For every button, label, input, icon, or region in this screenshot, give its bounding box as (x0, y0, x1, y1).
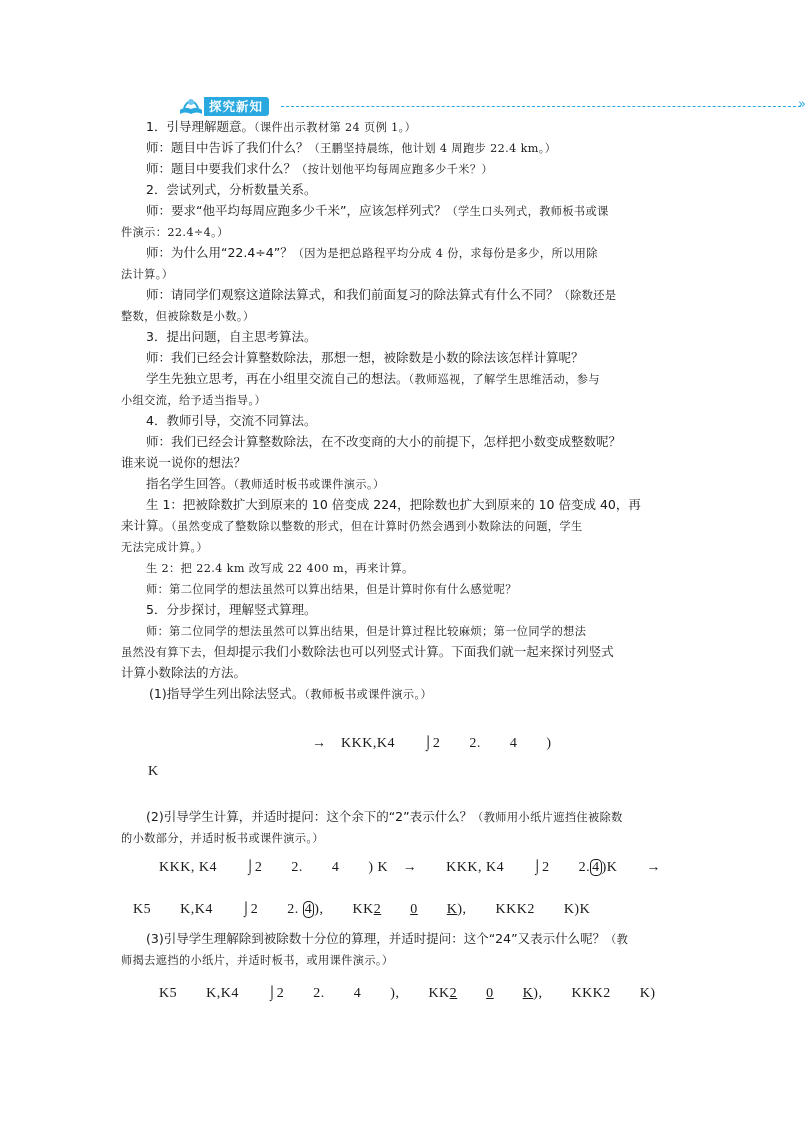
text-line: 师：为什么用“22.4÷4”？（因为是把总路程平均分成 4 份，求每份是多少，所以用除 (146, 245, 598, 260)
text-line: 师揭去遮挡的小纸片，并适时板书，或用课件演示。） (121, 954, 394, 967)
text-line: 生 2：把 22.4 km 改写成 22 400 m，再来计算。 (146, 562, 414, 575)
text-line: (3)引导学生理解除到被除数十分位的算理，并适时提问：这个“24”又表示什么呢？（教 (146, 931, 629, 946)
formula-line: K5 K,K4 ⌡2 2. 4 ), KK2 0 K), KKK2 K)K (133, 902, 591, 917)
formula-line: K (148, 764, 159, 779)
text-line: 生 1：把被除数扩大到原来的 10 倍变成 224，把除数也扩大到原来的 10 倍变成 40，再 (146, 497, 641, 512)
formula-line: → KKK,K4 ⌡2 2. 4 ) (312, 736, 552, 751)
covered-digit: 4 (304, 902, 313, 917)
covered-digit: 4 (592, 860, 600, 875)
text-line: 师：我们已经会计算整数除法，那想一想，被除数是小数的除法该怎样计算呢？ (146, 350, 584, 365)
text-line: 师：题目中告诉了我们什么？（王鹏坚持晨练，他计划 4 周跑步 22.4 km。） (146, 140, 557, 155)
text-line: 师：要求“他平均每周应跑多少千米”，应该怎样列式？（学生口头列式，教师板书或课 (146, 203, 609, 218)
text-line: 虽然没有算下去，但却提示我们小数除法也可以列竖式计算。下面我们就一起来探讨列竖式 (121, 644, 614, 659)
text-line: 学生先独立思考，再在小组里交流自己的想法。（教师巡视，了解学生思维活动，参与 (146, 371, 600, 386)
text-line: 整数，但被除数是小数。） (121, 310, 255, 323)
text-line: 师：我们已经会计算整数除法，在不改变商的大小的前提下，怎样把小数变成整数呢？ (146, 434, 622, 449)
text-line: 3．提出问题，自主思考算法。 (146, 329, 317, 344)
text-line: 师：第二位同学的想法虽然可以算出结果，但是计算时你有什么感觉呢？ (146, 583, 517, 596)
text-line: 师：第二位同学的想法虽然可以算出结果，但是计算过程比较麻烦；第一位同学的想法 (146, 625, 587, 638)
text-line: 谁来说一说你的想法？ (121, 455, 247, 470)
text-line: (1)指导学生列出除法竖式。（教师板书或课件演示。） (149, 686, 433, 701)
formula-line: KKK, K4 ⌡2 2. 4 ) K → KKK, K4 ⌡2 2. 4 )K → (159, 860, 661, 875)
text-line: 来计算。（虽然变成了整数除以整数的形式，但在计算时仍然会遇到小数除法的问题，学生 (121, 518, 583, 533)
text-line: 指名学生回答。（教师适时板书或课件演示。） (146, 476, 385, 491)
text-line: 件演示：22.4÷4。） (121, 226, 229, 239)
text-line: 2．尝试列式，分析数量关系。 (146, 182, 317, 197)
section-header (178, 96, 806, 116)
book-icon (178, 96, 204, 116)
text-line: 师：请同学们观察这道除法算式，和我们前面复习的除法算式有什么不同？（除数还是 (146, 287, 617, 302)
text-line: 无法完成计算。） (121, 541, 209, 554)
text-line: 小组交流，给予适当指导。） (121, 394, 267, 407)
text-line: 计算小数除法的方法。 (121, 665, 247, 680)
header-dashed-line (281, 106, 801, 107)
text-line: 4．教师引导，交流不同算法。 (146, 413, 317, 428)
text-line: 1．引导理解题意。（课件出示教材第 24 页例 1。） (146, 119, 417, 134)
text-line: 5．分步探讨，理解竖式算理。 (146, 602, 317, 617)
text-line: 师：题目中要我们求什么？（按计划他平均每周应跑多少千米？） (146, 161, 494, 176)
double-chevron-icon: » (798, 97, 806, 112)
section-title: 探究新知 (204, 97, 269, 116)
text-line: (2)引导学生计算，并适时提问：这个余下的“2”表示什么？（教师用小纸片遮挡住被除数 (146, 809, 623, 824)
section-badge (178, 96, 269, 116)
formula-line: K5 K,K4 ⌡2 2. 4 ), KK2 0 K), KKK2 K) (159, 986, 656, 1001)
text-line: 法计算。） (121, 268, 174, 281)
text-line: 的小数部分，并适时板书或课件演示。） (121, 832, 324, 845)
